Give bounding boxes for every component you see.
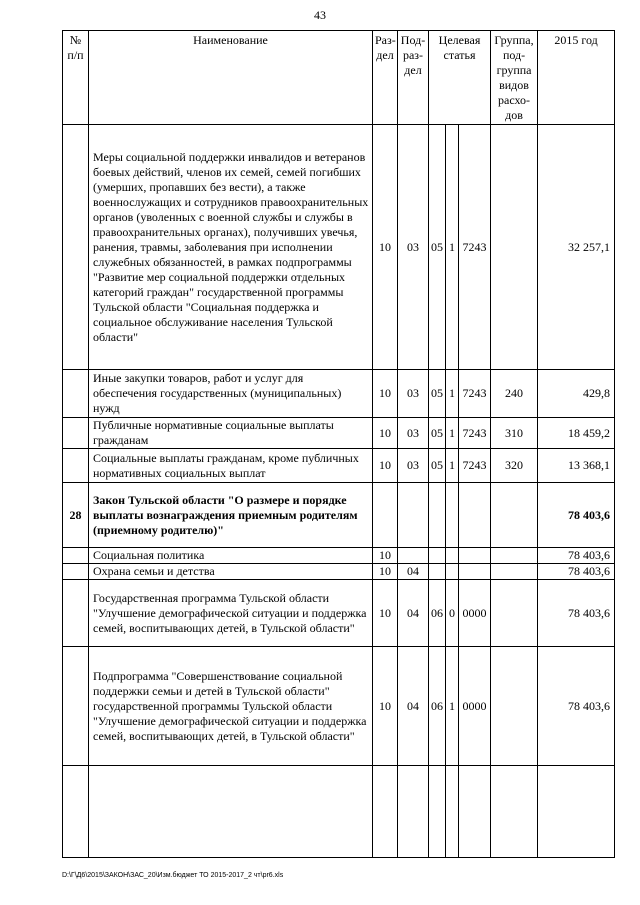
row-target-subprogram xyxy=(446,548,459,564)
row-target-program xyxy=(429,483,446,548)
row-razdel: 10 xyxy=(373,564,398,580)
row-target-program xyxy=(429,548,446,564)
row-num xyxy=(63,370,89,418)
row-razdel: 10 xyxy=(373,548,398,564)
row-num xyxy=(63,125,89,370)
row-target-direction xyxy=(459,548,491,564)
table-row xyxy=(63,483,615,548)
table-row xyxy=(63,548,615,564)
row-amount: 429,8 xyxy=(538,370,615,418)
row-group xyxy=(491,483,538,548)
row-razdel: 10 xyxy=(373,449,398,483)
row-podrazdel: 03 xyxy=(398,370,429,418)
row-amount: 13 368,1 xyxy=(538,449,615,483)
row-name: Охрана семьи и детства xyxy=(89,564,373,580)
row-target-direction: 7243 xyxy=(459,449,491,483)
row-target-program: 05 xyxy=(429,125,446,370)
row-group xyxy=(491,564,538,580)
row-target-program xyxy=(429,564,446,580)
row-name: Социальная политика xyxy=(89,548,373,564)
header-year: 2015 год xyxy=(538,31,615,125)
row-group: 310 xyxy=(491,418,538,449)
row-target-program: 05 xyxy=(429,418,446,449)
row-podrazdel xyxy=(398,548,429,564)
row-num: 28 xyxy=(63,483,89,548)
row-target-direction: 7243 xyxy=(459,125,491,370)
row-group: 240 xyxy=(491,370,538,418)
page-number: 43 xyxy=(314,8,326,22)
row-target-direction: 0000 xyxy=(459,647,491,766)
row-num xyxy=(63,418,89,449)
header-num: № п/п xyxy=(63,31,89,125)
row-podrazdel: 03 xyxy=(398,449,429,483)
row-razdel: 10 xyxy=(373,125,398,370)
header-podrazdel: Под-раз-дел xyxy=(398,31,429,125)
row-amount: 18 459,2 xyxy=(538,418,615,449)
row-group: 320 xyxy=(491,449,538,483)
row-name: Меры социальной поддержки инвалидов и ветеранов боевых действий, членов их семей, семей погибших (умерших, пропавших без вести), а также военнослужащих и сотрудников правоохранительных органов (уволенных с военной службы и службы в правоохранительных органах), получивших увечья, ранения, травмы, заболевания при исполнении служебных обязанностей, в рамках подпрограммы "Развитие мер социальной поддержки отдельных категорий граждан" государственной программы Тульской области "Социальная поддержка и социальное обслуживание населения Тульской области" xyxy=(89,125,373,370)
row-target-program: 05 xyxy=(429,449,446,483)
row-target-program: 06 xyxy=(429,647,446,766)
row-group xyxy=(491,125,538,370)
row-group xyxy=(491,647,538,766)
row-num xyxy=(63,548,89,564)
budget-table xyxy=(62,30,615,858)
row-target-subprogram xyxy=(446,483,459,548)
row-target-direction xyxy=(459,564,491,580)
row-name: Публичные нормативные социальные выплаты гражданам xyxy=(89,418,373,449)
table-row xyxy=(63,449,615,483)
row-target-direction: 7243 xyxy=(459,370,491,418)
table-row xyxy=(63,125,615,370)
table-row xyxy=(63,647,615,766)
row-razdel: 10 xyxy=(373,418,398,449)
row-num xyxy=(63,580,89,647)
row-num xyxy=(63,564,89,580)
row-group xyxy=(491,548,538,564)
row-amount: 78 403,6 xyxy=(538,564,615,580)
row-podrazdel: 04 xyxy=(398,580,429,647)
header-row xyxy=(63,31,615,125)
row-podrazdel: 03 xyxy=(398,418,429,449)
row-podrazdel: 04 xyxy=(398,647,429,766)
row-target-direction: 0000 xyxy=(459,580,491,647)
row-num xyxy=(63,449,89,483)
table-row xyxy=(63,418,615,449)
row-amount: 78 403,6 xyxy=(538,483,615,548)
header-group: Группа, под-группа видов расхо-дов xyxy=(491,31,538,125)
row-razdel: 10 xyxy=(373,580,398,647)
row-podrazdel xyxy=(398,483,429,548)
table-row xyxy=(63,564,615,580)
row-target-subprogram: 1 xyxy=(446,418,459,449)
row-target-direction: 7243 xyxy=(459,418,491,449)
row-target-program: 06 xyxy=(429,580,446,647)
row-amount: 78 403,6 xyxy=(538,548,615,564)
row-group xyxy=(491,580,538,647)
row-name: Социальные выплаты гражданам, кроме публичных нормативных социальных выплат xyxy=(89,449,373,483)
table-row xyxy=(63,370,615,418)
row-name: Иные закупки товаров, работ и услуг для обеспечения государственных (муниципальных) нужд xyxy=(89,370,373,418)
row-razdel xyxy=(373,483,398,548)
row-amount: 32 257,1 xyxy=(538,125,615,370)
row-name: Подпрограмма "Совершенствование социальной поддержки семьи и детей в Тульской области" государственной программы Тульской области "Улучшение демографической ситуации и поддержка семей, воспитывающих детей, в Тульской области" xyxy=(89,647,373,766)
row-name: Государственная программа Тульской области "Улучшение демографической ситуации и поддержка семей, воспитывающих детей, в Тульской области" xyxy=(89,580,373,647)
row-target-subprogram: 0 xyxy=(446,580,459,647)
row-target-subprogram: 1 xyxy=(446,370,459,418)
row-podrazdel: 04 xyxy=(398,564,429,580)
row-target-subprogram xyxy=(446,564,459,580)
table-row xyxy=(63,580,615,647)
row-razdel: 10 xyxy=(373,647,398,766)
footer-file-path: D:\Г\Д6\2015\ЗАКОН\ЗАС_20\Изм.бюджет ТО 2015-2017_2 чт\pr6.xls xyxy=(62,872,284,879)
row-name: Закон Тульской области "О размере и порядке выплаты вознаграждения приемным родителям (приемному родителю)" xyxy=(89,483,373,548)
row-target-program: 05 xyxy=(429,370,446,418)
row-podrazdel: 03 xyxy=(398,125,429,370)
header-razdel: Раз-дел xyxy=(373,31,398,125)
header-target: Целевая статья xyxy=(429,31,491,125)
row-target-subprogram: 1 xyxy=(446,125,459,370)
row-amount: 78 403,6 xyxy=(538,580,615,647)
row-amount: 78 403,6 xyxy=(538,647,615,766)
row-target-direction xyxy=(459,483,491,548)
row-razdel: 10 xyxy=(373,370,398,418)
row-num xyxy=(63,647,89,766)
row-target-subprogram: 1 xyxy=(446,647,459,766)
row-target-subprogram: 1 xyxy=(446,449,459,483)
header-name: Наименование xyxy=(89,31,373,125)
table-row-blank xyxy=(63,766,615,858)
